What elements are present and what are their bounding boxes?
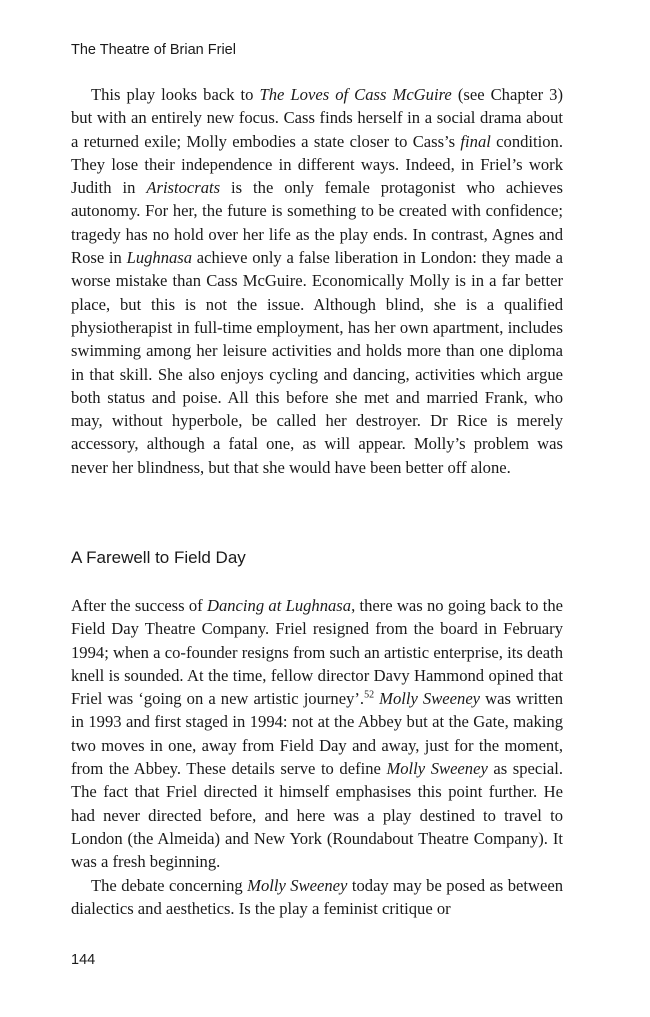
emphasis: final [460,131,491,151]
paragraph [71,83,563,479]
body-text-top [71,83,563,479]
text-run: achieve only a false liberation in London: they made a worse mistake than Cass McGuire. Economically Molly is in a far better place, but this is not the issue. Although blind, she is a qualified physiotherapist in full-time employment, has her own apartment, includes swimming among her leisure activities and holds more than one diploma in that skill. She also enjoys cycling and dancing, activities which argue both status and poise. All this before she met and married Frank, who may, without hyperbole, be called her destroyer. Dr Rice is merely accessory, although a fatal one, as will appear. Molly’s problem was never her blindness, but that she would have been better off alone. [71,248,563,477]
text-run: as special. The fact that Friel directed it himself emphasises this point further. He had never directed before, and here was a play destined to travel to London (the Almeida) and New York (Roundabout Theatre Company). It was a fresh beginning. [71,759,563,872]
text-run: This play looks back to [91,85,260,104]
text-run: was written in 1993 and first staged in 1994: not at the Abbey but at the Gate, making two moves in one, away from Field Day and away, just for the moment, from the Abbey. These details serve to define [71,689,564,779]
page-number: 144 [71,952,96,968]
play-title: Dancing at Lughnasa [206,596,352,615]
running-head: The Theatre of Brian Friel [71,42,236,58]
paragraph [71,594,563,874]
play-title: Molly Sweeney [379,689,481,709]
play-title: The Loves of Cass McGuire [259,85,452,104]
text-run: The debate concerning [91,875,248,895]
text-run: condition. They lose their independence in different ways. Indeed, in Friel’s work Judith in [71,131,563,198]
footnote-marker[interactable]: 52 [364,689,375,701]
text-run: , there was no going back to the Field Day Theatre Company. Friel resigned from the board in February 1994; when a co-founder resigns from such an artistic enterprise, its death knell is sounded. At the time, fellow director Davy Hammond opined that Friel was ‘going on a new artistic journey’. [71,596,563,709]
text-run: today may be posed as between dialectics and aesthetics. Is the play a feminist critique or [71,875,563,918]
play-title: Molly Sweeney [247,875,348,895]
paragraph [71,874,563,921]
play-title: Molly Sweeney [386,759,488,779]
body-text-bottom [71,594,563,920]
text-run: After the success of [71,596,207,615]
section-heading: A Farewell to Field Day [71,548,246,567]
text-run: is the only female protagonist who achieves autonomy. For her, the future is something to be created with confidence; tragedy has no hold over her life as the play ends. In contrast, Agnes and Rose in [71,178,563,268]
play-title: Aristocrats [146,178,221,198]
play-title: Lughnasa [126,248,193,268]
text-run: (see Chapter 3) but with an entirely new focus. Cass finds herself in a social drama about a returned exile; Molly embodies a state closer to Cass’s [71,85,564,151]
